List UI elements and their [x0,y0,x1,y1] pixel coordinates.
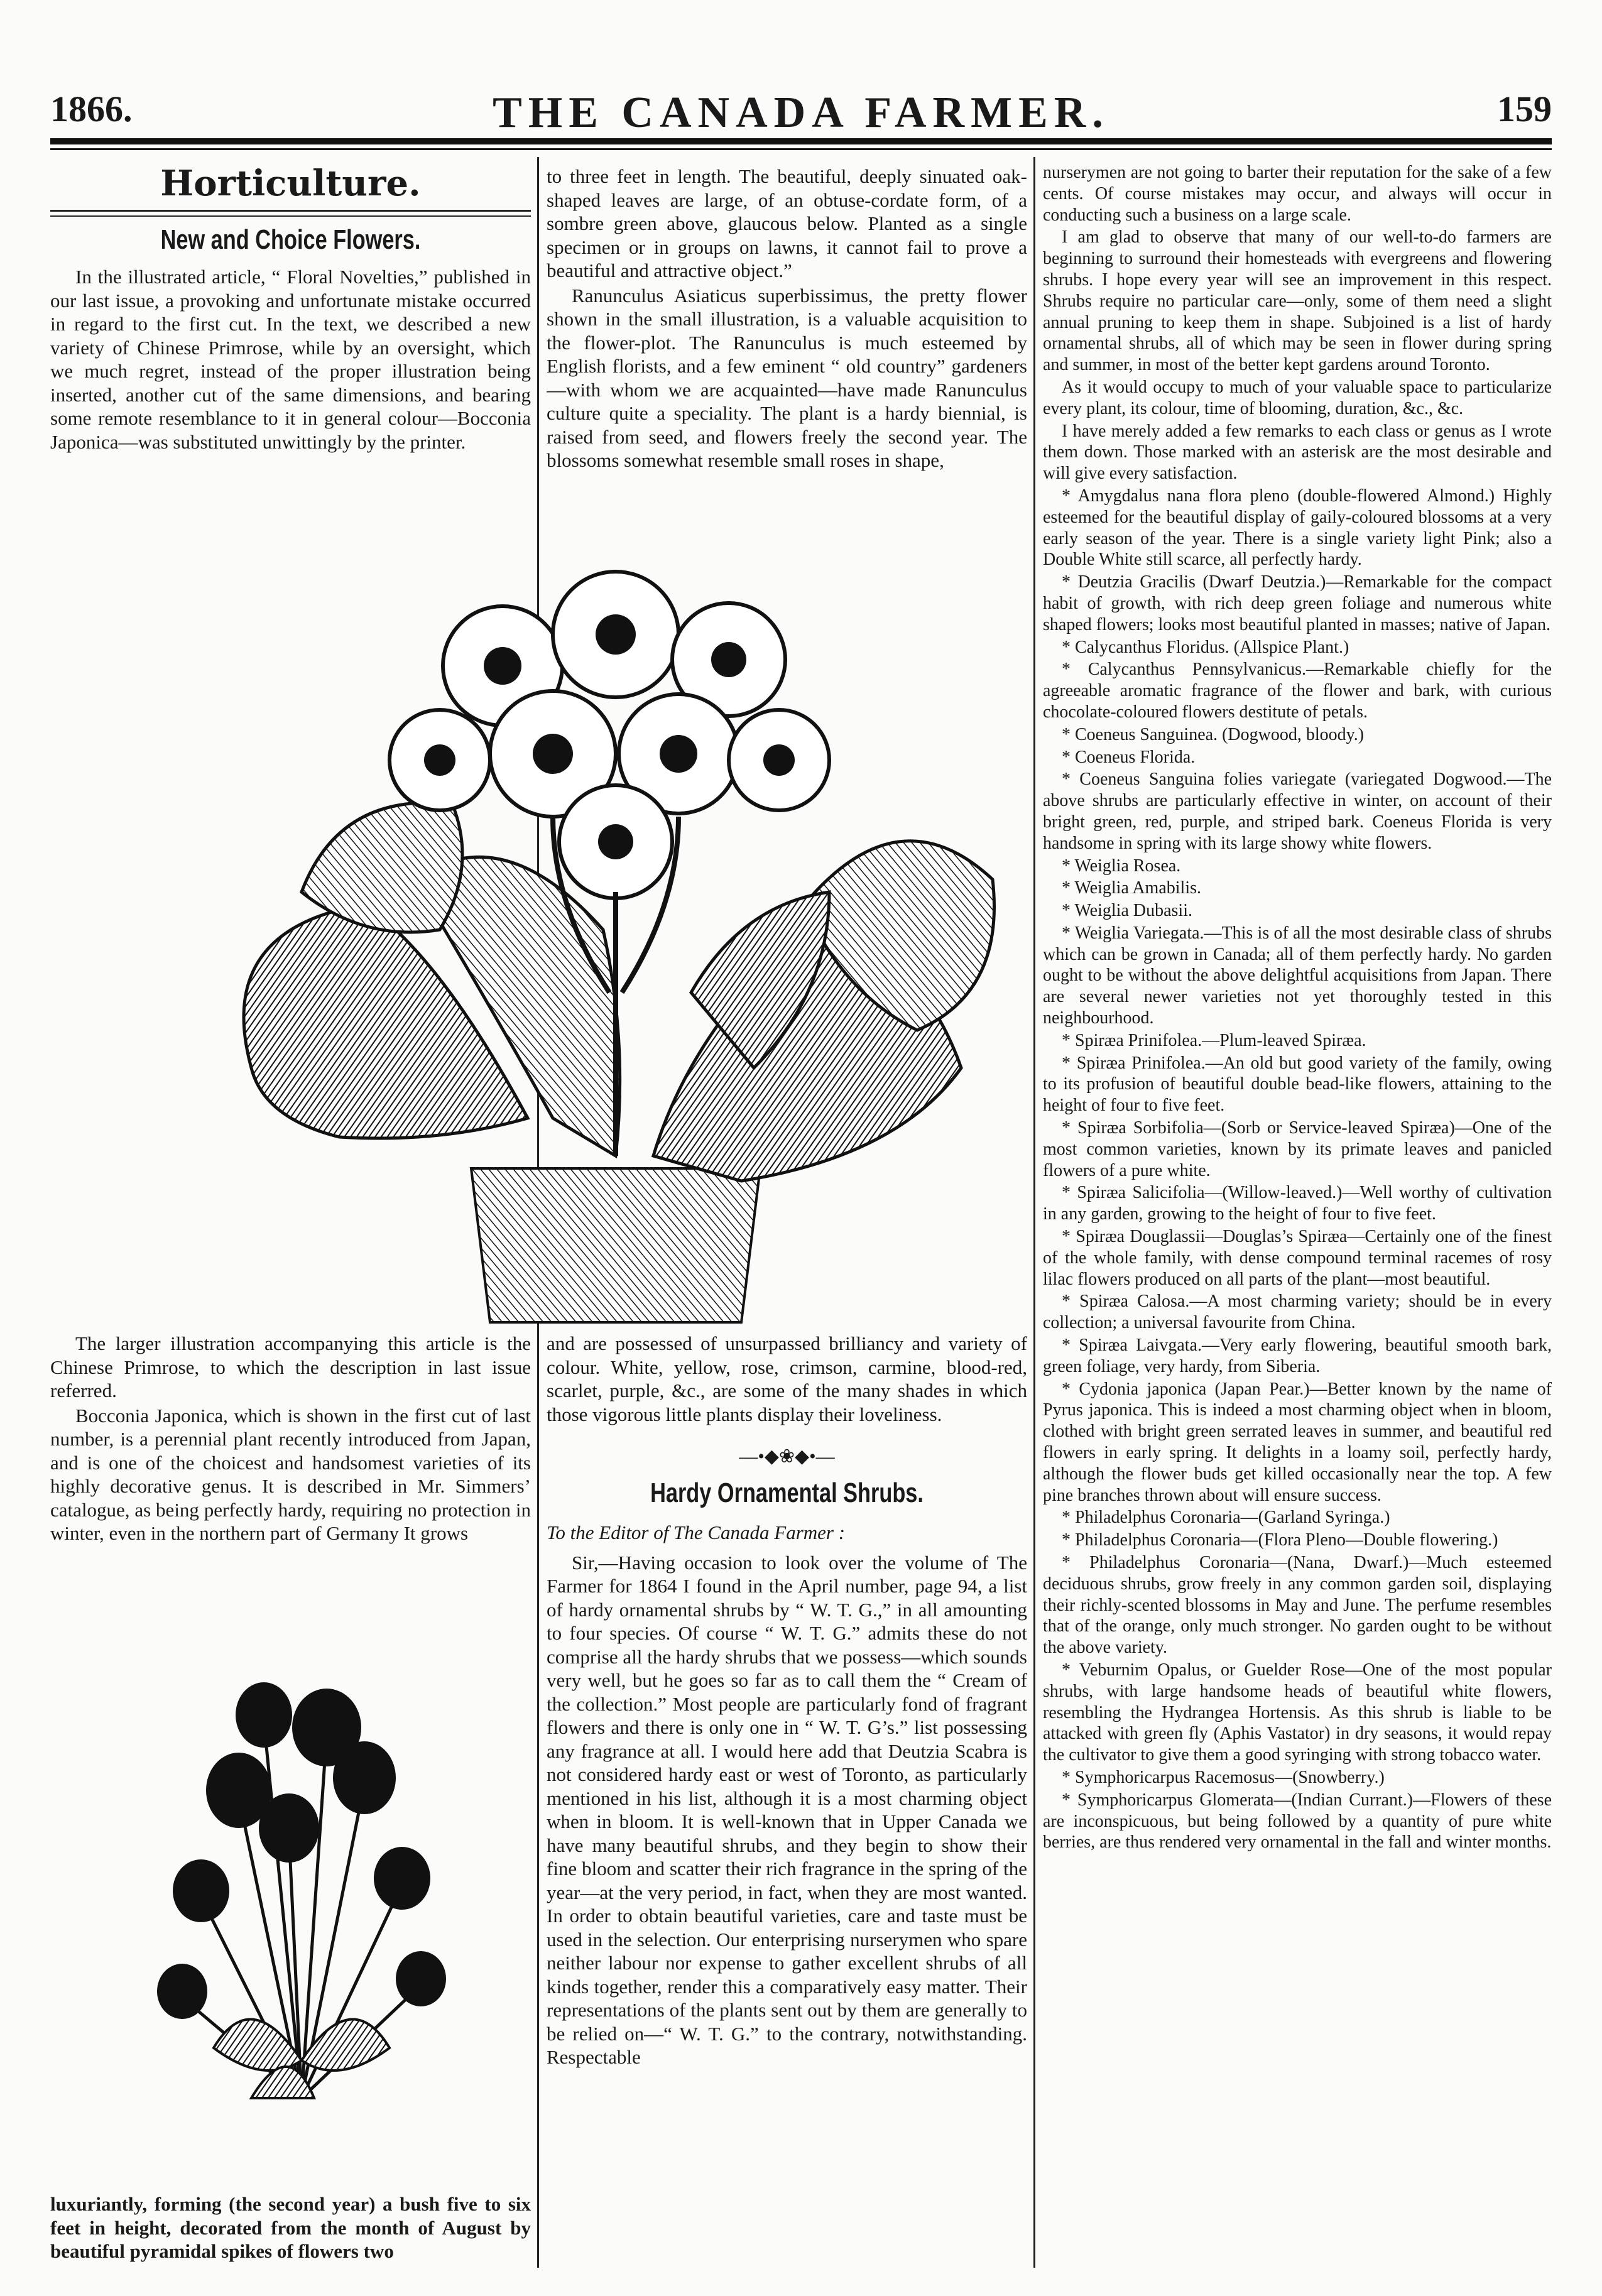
shrub-item: * Spiræa Prinifolea.—An old but good variety of the family, owing to its profusion of beautiful double bead-like flowers, attaining to the height of four to five feet. [1043,1053,1552,1116]
paragraph: I am glad to observe that many of our well-to-do farmers are beginning to surround their homesteads with evergreens and flowering shrubs. I hope every year will see an improvement in this respect. Shrubs require no particular care—only, some of them need a slight annual pruning to keep them in shape. Subjoined is a list of hardy ornamental shrubs, all of which may be seen in flower during spring and summer, in most of the better kept gardens around Toronto. [1043,227,1552,375]
shrub-item: * Amygdalus nana flora pleno (double-flowered Almond.) Highly esteemed for the beautiful display of gaily-coloured blossoms at a very early season of the year. There is a single variety light Pink; also a Double White still scarce, all perfectly hardy. [1043,486,1552,570]
section-rule [50,215,531,217]
shrub-item: * Coeneus Sanguinea. (Dogwood, bloody.) [1062,724,1365,744]
column-3 [1043,162,1552,2273]
column-2-upper [547,165,1027,554]
paragraph: luxuriantly, forming (the second year) a bush five to six feet in height, decorated from the month of August by beautiful pyramidal spikes of flowers two [50,2193,531,2262]
shrub-item: * Coeneus Florida. [1062,747,1196,767]
section-rule [50,210,531,212]
masthead-rule-thin [50,148,1552,150]
newspaper-title: THE CANADA FARMER. [493,89,1109,137]
column-2-lower [547,1332,1027,2274]
paragraph: and are possessed of unsurpassed brilliancy and variety of colour. White, yellow, rose, crimson, carmine, blood-red, scarlet, purple, &c., are some of the many shades in which those vigorous little plants display their loveliness. [547,1332,1027,1425]
paragraph: to three feet in length. The beautiful, deeply sinuated oak-shaped leaves are large, of an obtuse-cordate form, of a sombre green above, glaucous below. Planted as a single specimen or in groups on lawns, it cannot fail to prove a beautiful and attractive object.” [547,165,1027,281]
article-title: Hardy Ornamental Shrubs. [650,1477,924,1508]
shrub-item: * Philadelphus Coronaria—(Garland Syringa.) [1062,1508,1390,1528]
issue-year: 1866. [50,89,133,129]
shrub-item: * Spiræa Laivgata.—Very early flowering, beautiful smooth bark, green foliage, very hardy, from Siberia. [1043,1336,1552,1376]
shrub-item: * Spiræa Prinifolea.—Plum-leaved Spiræa. [1062,1030,1366,1050]
shrub-item: * Philadelphus Coronaria—(Flora Pleno—Double flowering.) [1062,1530,1498,1550]
column-1-lower [50,1332,531,1596]
section-ornament: —•◆❀◆•— [739,1446,835,1467]
paragraph: In the illustrated article, “ Floral Novelties,” published in our last issue, a provoking and unfortunate mistake occurred in regard to the first cut. In the text, we described a new variety of Chinese Primrose, while by an oversight, which we much regret, instead of the proper illustration being inserted, another cut of the same dimensions, and bearing some remote resemblance to it in general colour—Bocconia Japonica—was substituted unwittingly by the printer. [50,266,531,453]
paragraph: I have merely added a few remarks to each class or genus as I wrote them down. Those marked with an asterisk are the most desirable and will give every satisfaction. [1043,421,1552,484]
masthead-rule [50,138,1552,144]
shrub-item: * Weiglia Amabilis. [1062,878,1201,898]
column-1-bottom [50,2192,531,2268]
paragraph: Ranunculus Asiaticus superbissimus, the pretty flower shown in the small illustration, is a valuable acquisition to the flower-plot. The Ranunculus is much esteemed by English florists, and a few eminent “ old country” gardeners—with whom we are acquainted—have made Ranunculus culture quite a speciality. The plant is a hardy biennial, is raised from seed, and flowers freely the second year. The blossoms somewhat resemble small roses in shape, [547,284,1027,471]
column-1-upper [50,163,531,553]
section-heading: Horticulture. [160,163,421,204]
paragraph: The larger illustration accompanying this article is the Chinese Primrose, to which the description in last issue referred. [50,1332,531,1401]
masthead [50,69,1552,144]
salutation: To the Editor of The Canada Farmer : [547,1521,846,1543]
shrub-item: * Philadelphus Coronaria—(Nana, Dwarf.)—Much esteemed deciduous shrubs, grow freely in any common garden soil, displaying their richly-scented blossoms in May and June. The perfume resembles that of the orange, only much stronger. No garden ought to be without the above variety. [1043,1553,1552,1658]
shrub-item: * Calycanthus Floridus. (Allspice Plant.) [1062,637,1349,657]
ranunculus-illustration [126,1608,477,2111]
paragraph: As it would occupy to much of your valuable space to particularize every plant, its colour, time of blooming, duration, &c., &c. [1043,377,1552,418]
shrub-item: * Spiræa Sorbifolia—(Sorb or Service-leaved Spiræa)—One of the most common varieties, known by its primate leaves and panicled flowers of a pure white. [1043,1118,1552,1180]
column-divider [1033,157,1035,2268]
shrub-item: * Symphoricarpus Racemosus—(Snowberry.) [1062,1767,1385,1787]
shrub-item: * Veburnim Opalus, or Guelder Rose—One of the most popular shrubs, with large handsome heads of beautiful white flowers, resembling the Hydrangea Hortensis. As this shrub is liable to be attacked with green fly (Aphis Vastator) in dry seasons, it would repay the cultivator to give them a good syringing with strong tobacco water. [1043,1660,1552,1765]
shrub-item: * Weiglia Rosea. [1062,856,1181,876]
shrub-item: * Spiræa Salicifolia—(Willow-leaved.)—Well worthy of cultivation in any garden, growing to the height of four to five feet. [1043,1183,1552,1224]
shrub-item: * Weiglia Dubasii. [1062,901,1192,921]
shrub-item: * Weiglia Variegata.—This is of all the most desirable class of shrubs which can be grown in Canada; all of them perfectly hardy. No garden ought to be without the above delightful acquisitions from Japan. There are several newer varieties not yet thoroughly tested in this neighbourhood. [1043,923,1552,1028]
shrub-item: * Calycanthus Pennsylvanicus.—Remarkable chiefly for the agreeable aromatic fragrance of the flower and bark, with curious chocolate-coloured flowers destitute of petals. [1043,660,1552,722]
shrub-item: * Spiræa Calosa.—A most charming variety; should be in every collection; a universal favourite from China. [1043,1292,1552,1333]
chinese-primrose-illustration [176,553,1030,1325]
shrub-item: * Symphoricarpus Glomerata—(Indian Currant.)—Flowers of these are inconspicuous, but being followed by a quantity of pure white berries, are thus rendered very ornamental in the fall and winter months. [1043,1790,1552,1853]
shrub-item: * Spiræa Douglassii—Douglas’s Spiræa—Certainly one of the finest of the whole family, with dense compound terminal racemes of rosy lilac flowers produced on all parts of the plant—most beautiful. [1043,1227,1552,1289]
article-title: New and Choice Flowers. [160,224,421,255]
paragraph: Sir,—Having occasion to look over the volume of The Farmer for 1864 I found in the April number, page 94, a list of hardy ornamental shrubs by “ W. T. G.,” in all amounting to four species. Of course “ W. T. G.” admits these do not comprise all the hardy shrubs that we possess—which sounds very well, but he goes so far as to call them the “ Cream of the collection.” Most people are particularly fond of fragrant flowers and there is only one in “ W. T. G’s.” list possessing any fragrance at all. I would here add that Deutzia Scabra is not considered hardy east or west of Toronto, as particularly mentioned in his list, although it is a most charming object when in bloom. It is well-known that in Upper Canada we have many beautiful shrubs, and they begin to show their fine bloom and scatter their rich fragrance in the spring of the year—at the very period, in fact, when they are most wanted. In order to obtain beautiful varieties, care and taste must be used in the selection. Our enterprising nurserymen who spare neither labour nor expense to gather excellent shrubs of all kinds together, render this a comparatively easy matter. Their representations of the plants sent out by them are generally to be relied on—“ W. T. G.” to the contrary, notwithstanding. Respectable [547,1551,1027,2068]
page-number: 159 [1497,89,1552,129]
paragraph: nurserymen are not going to barter their reputation for the sake of a few cents. Of course mistakes may occur, and always will occur in conducting such a business on a large scale. [1043,163,1552,225]
paragraph: Bocconia Japonica, which is shown in the first cut of last number, is a perennial plant recently introduced from Japan, and is one of the choicest and handsomest varieties of its highly decorative genus. It is described in Mr. Simmers’ catalogue, as being perfectly hardy, requiring no protection in winter, even in the northern part of Germany It grows [50,1404,531,1544]
shrub-item: * Coeneus Sanguina folies variegate (variegated Dogwood.—The above shrubs are particularly effective in winter, on account of their bright green, red, purple, and striped bark. Coeneus Florida is very handsome in spring with its large showy white flowers. [1043,770,1552,853]
shrub-item: * Deutzia Gracilis (Dwarf Deutzia.)—Remarkable for the compact habit of growth, with rich deep green foliage and numerous white shaped flowers; looks most beautiful planted in masses; native of Japan. [1043,572,1552,634]
shrub-item: * Cydonia japonica (Japan Pear.)—Better known by the name of Pyrus japonica. This is indeed a most charming object when in bloom, clothed with bright green serrated leaves in summer, and beautiful red flowers in early spring. It delights in a loamy soil, perfectly hardy, although the flower buds get killed occasionally near the top. A few pine branches thrown about will ensure success. [1043,1379,1552,1505]
